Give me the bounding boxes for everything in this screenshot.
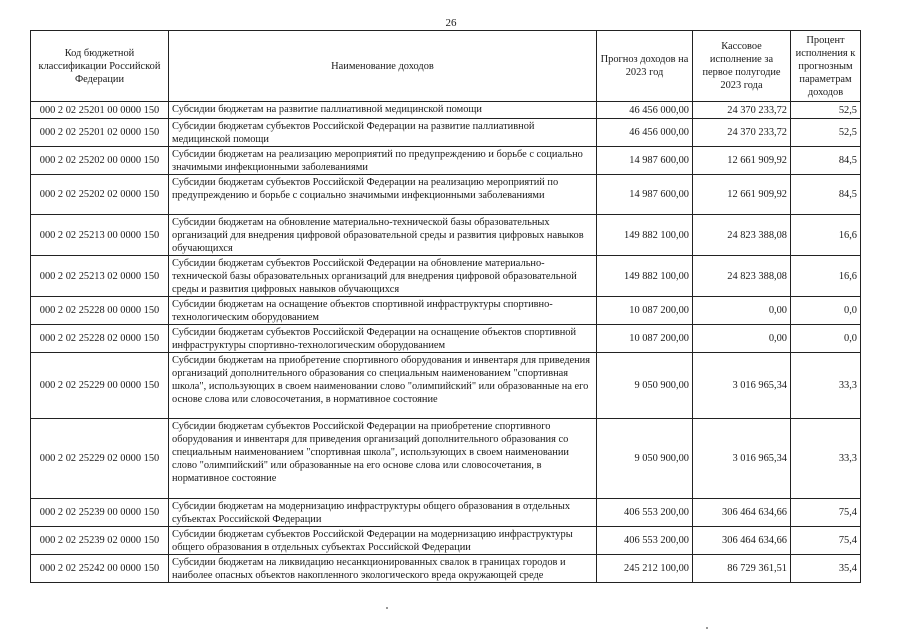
scan-speck xyxy=(386,607,388,609)
percent-cell: 0,0 xyxy=(791,325,861,353)
forecast-cell: 46 456 000,00 xyxy=(597,102,693,119)
code-cell: 000 2 02 25229 00 0000 150 xyxy=(31,353,169,419)
forecast-cell: 149 882 100,00 xyxy=(597,215,693,256)
code-cell: 000 2 02 25213 00 0000 150 xyxy=(31,215,169,256)
table-row xyxy=(31,297,861,325)
percent-cell: 35,4 xyxy=(791,555,861,583)
percent-cell: 0,0 xyxy=(791,297,861,325)
executed-cell: 3 016 965,34 xyxy=(693,353,791,419)
percent-cell: 75,4 xyxy=(791,499,861,527)
name-cell: Субсидии бюджетам на реализацию мероприятий по предупреждению и борьбе с социально значимыми инфекционными заболеваниями xyxy=(169,147,597,175)
forecast-cell: 245 212 100,00 xyxy=(597,555,693,583)
code-cell: 000 2 02 25239 00 0000 150 xyxy=(31,499,169,527)
table-row xyxy=(31,256,861,297)
executed-cell: 306 464 634,66 xyxy=(693,527,791,555)
forecast-cell: 14 987 600,00 xyxy=(597,175,693,215)
code-cell: 000 2 02 25242 00 0000 150 xyxy=(31,555,169,583)
code-cell: 000 2 02 25202 02 0000 150 xyxy=(31,175,169,215)
executed-cell: 0,00 xyxy=(693,297,791,325)
table-row xyxy=(31,147,861,175)
executed-cell: 24 370 233,72 xyxy=(693,119,791,147)
executed-cell: 24 823 388,08 xyxy=(693,256,791,297)
name-cell: Субсидии бюджетам субъектов Российской Федерации на развитие паллиативной медицинской помощи xyxy=(169,119,597,147)
executed-cell: 86 729 361,51 xyxy=(693,555,791,583)
code-cell: 000 2 02 25229 02 0000 150 xyxy=(31,419,169,499)
table-row xyxy=(31,175,861,215)
name-cell: Субсидии бюджетам субъектов Российской Федерации на обновление материально-технической базы образовательных организаций для внедрения цифровой образовательной среды и развития цифровых навыков обучающихся xyxy=(169,256,597,297)
executed-cell: 24 823 388,08 xyxy=(693,215,791,256)
code-cell: 000 2 02 25201 00 0000 150 xyxy=(31,102,169,119)
table-row xyxy=(31,527,861,555)
percent-cell: 33,3 xyxy=(791,419,861,499)
percent-cell: 84,5 xyxy=(791,147,861,175)
page-number: 26 xyxy=(445,17,457,29)
table-row xyxy=(31,102,861,119)
name-cell: Субсидии бюджетам субъектов Российской Федерации на оснащение объектов спортивной инфраструктуры спортивно-технологическим оборудованием xyxy=(169,325,597,353)
code-cell: 000 2 02 25201 02 0000 150 xyxy=(31,119,169,147)
percent-cell: 52,5 xyxy=(791,119,861,147)
table-row xyxy=(31,325,861,353)
forecast-cell: 406 553 200,00 xyxy=(597,499,693,527)
code-cell: 000 2 02 25213 02 0000 150 xyxy=(31,256,169,297)
table-row xyxy=(31,215,861,256)
code-cell: 000 2 02 25202 00 0000 150 xyxy=(31,147,169,175)
executed-cell: 24 370 233,72 xyxy=(693,102,791,119)
name-cell: Субсидии бюджетам на развитие паллиативной медицинской помощи xyxy=(169,102,597,119)
header-executed: Кассовое исполнение за первое полугодие 2023 года xyxy=(693,31,791,102)
name-cell: Субсидии бюджетам субъектов Российской Федерации на модернизацию инфраструктуры общего образования в отдельных субъектах Российской Федерации xyxy=(169,527,597,555)
forecast-cell: 406 553 200,00 xyxy=(597,527,693,555)
header-row xyxy=(31,31,861,102)
forecast-cell: 10 087 200,00 xyxy=(597,297,693,325)
executed-cell: 0,00 xyxy=(693,325,791,353)
forecast-cell: 149 882 100,00 xyxy=(597,256,693,297)
table-body xyxy=(31,102,861,583)
percent-cell: 16,6 xyxy=(791,256,861,297)
percent-cell: 75,4 xyxy=(791,527,861,555)
name-cell: Субсидии бюджетам на приобретение спортивного оборудования и инвентаря для приведения организаций дополнительного образования со специальным наименованием "спортивная школа", использующих в своем наименовании слово "олимпийский" или образованные на его основе слова или словосочетания, в нормативное состояние xyxy=(169,353,597,419)
header-name: Наименование доходов xyxy=(169,31,597,102)
percent-cell: 16,6 xyxy=(791,215,861,256)
header-code: Код бюджетной классификации Российской Федерации xyxy=(31,31,169,102)
forecast-cell: 9 050 900,00 xyxy=(597,353,693,419)
code-cell: 000 2 02 25239 02 0000 150 xyxy=(31,527,169,555)
forecast-cell: 14 987 600,00 xyxy=(597,147,693,175)
header-forecast: Прогноз доходов на 2023 год xyxy=(597,31,693,102)
forecast-cell: 9 050 900,00 xyxy=(597,419,693,499)
table-row xyxy=(31,419,861,499)
executed-cell: 306 464 634,66 xyxy=(693,499,791,527)
name-cell: Субсидии бюджетам на оснащение объектов спортивной инфраструктуры спортивно-технологическим оборудованием xyxy=(169,297,597,325)
header-percent: Процент исполнения к прогнозным параметрам доходов xyxy=(791,31,861,102)
code-cell: 000 2 02 25228 00 0000 150 xyxy=(31,297,169,325)
forecast-cell: 46 456 000,00 xyxy=(597,119,693,147)
name-cell: Субсидии бюджетам на ликвидацию несанкционированных свалок в границах городов и наиболее опасных объектов накопленного экологического вреда окружающей среде xyxy=(169,555,597,583)
executed-cell: 12 661 909,92 xyxy=(693,175,791,215)
scan-speck xyxy=(706,627,708,629)
executed-cell: 3 016 965,34 xyxy=(693,419,791,499)
table-row xyxy=(31,555,861,583)
executed-cell: 12 661 909,92 xyxy=(693,147,791,175)
percent-cell: 84,5 xyxy=(791,175,861,215)
table-row xyxy=(31,119,861,147)
name-cell: Субсидии бюджетам на обновление материально-технической базы образовательных организаций для внедрения цифровой образовательной среды и развития цифровых навыков обучающихся xyxy=(169,215,597,256)
percent-cell: 33,3 xyxy=(791,353,861,419)
percent-cell: 52,5 xyxy=(791,102,861,119)
name-cell: Субсидии бюджетам субъектов Российской Федерации на приобретение спортивного оборудования и инвентаря для приведения организаций дополнительного образования со специальным наименованием "спортивная школа", использующих в своем наименовании слово "олимпийский" или образованные на его основе слова или словосочетания, в нормативное состояние xyxy=(169,419,597,499)
table-row xyxy=(31,353,861,419)
revenue-table xyxy=(30,30,861,583)
forecast-cell: 10 087 200,00 xyxy=(597,325,693,353)
code-cell: 000 2 02 25228 02 0000 150 xyxy=(31,325,169,353)
table-row xyxy=(31,499,861,527)
name-cell: Субсидии бюджетам на модернизацию инфраструктуры общего образования в отдельных субъектах Российской Федерации xyxy=(169,499,597,527)
name-cell: Субсидии бюджетам субъектов Российской Федерации на реализацию мероприятий по предупреждению и борьбе с социально значимыми инфекционными заболеваниями xyxy=(169,175,597,215)
